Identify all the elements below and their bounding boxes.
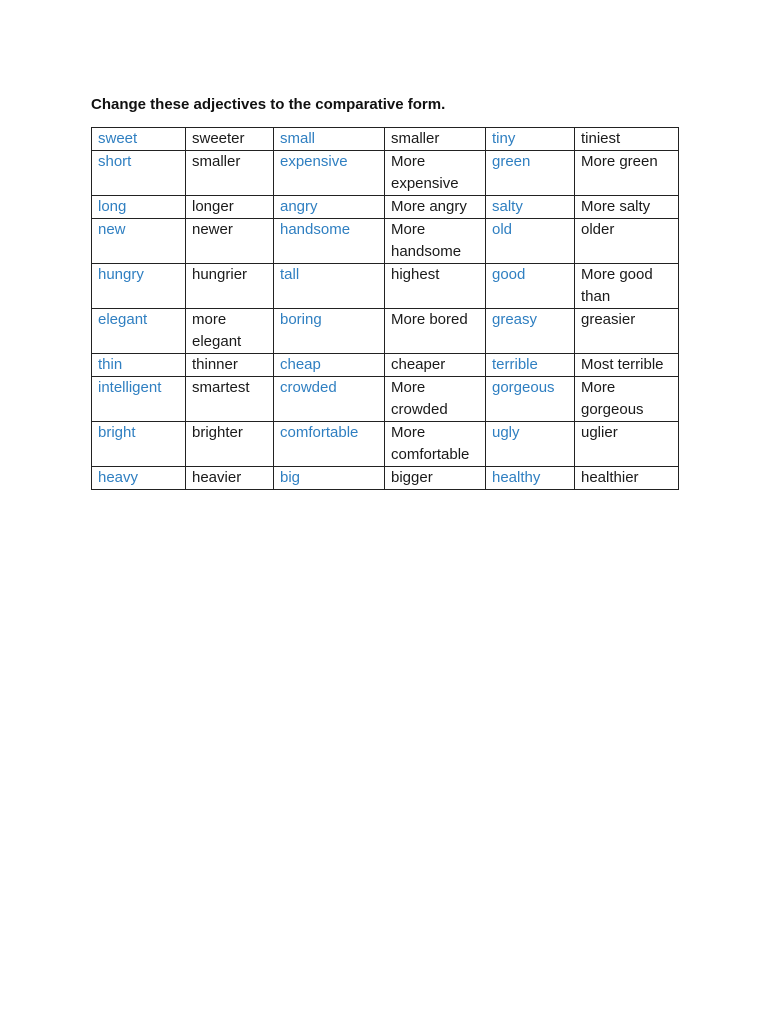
comparative-answer-cell: newer (186, 219, 274, 264)
adjective-cell: big (274, 467, 385, 490)
adjective-table (91, 127, 679, 490)
adjective-cell: angry (274, 196, 385, 219)
adjective-cell: elegant (92, 309, 186, 354)
comparative-answer-cell: healthier (575, 467, 679, 490)
adjective-cell: cheap (274, 354, 385, 377)
page-title: Change these adjectives to the comparative form. (91, 96, 446, 113)
comparative-answer-cell: hungrier (186, 264, 274, 309)
comparative-answer-cell: older (575, 219, 679, 264)
adjective-cell: handsome (274, 219, 385, 264)
adjective-cell: short (92, 151, 186, 196)
comparative-answer-cell: More green (575, 151, 679, 196)
comparative-answer-cell: brighter (186, 422, 274, 467)
adjective-cell: thin (92, 354, 186, 377)
comparative-answer-cell: More expensive (385, 151, 486, 196)
adjective-cell: gorgeous (486, 377, 575, 422)
adjective-cell: new (92, 219, 186, 264)
adjective-cell: expensive (274, 151, 385, 196)
comparative-answer-cell: More crowded (385, 377, 486, 422)
adjective-cell: boring (274, 309, 385, 354)
table-row (92, 467, 679, 490)
adjective-cell: comfortable (274, 422, 385, 467)
comparative-answer-cell: More handsome (385, 219, 486, 264)
adjective-cell: sweet (92, 128, 186, 151)
comparative-answer-cell: more elegant (186, 309, 274, 354)
table-row (92, 264, 679, 309)
adjective-cell: long (92, 196, 186, 219)
comparative-answer-cell: uglier (575, 422, 679, 467)
table-row (92, 151, 679, 196)
adjective-cell: ugly (486, 422, 575, 467)
adjective-cell: salty (486, 196, 575, 219)
table-row (92, 196, 679, 219)
comparative-answer-cell: More comfortable (385, 422, 486, 467)
comparative-answer-cell: More good than (575, 264, 679, 309)
comparative-answer-cell: greasier (575, 309, 679, 354)
adjective-cell: green (486, 151, 575, 196)
comparative-answer-cell: cheaper (385, 354, 486, 377)
adjective-cell: bright (92, 422, 186, 467)
adjective-cell: intelligent (92, 377, 186, 422)
adjective-table-body (92, 128, 679, 490)
adjective-cell: tiny (486, 128, 575, 151)
table-row (92, 309, 679, 354)
table-row (92, 354, 679, 377)
comparative-answer-cell: longer (186, 196, 274, 219)
comparative-answer-cell: heavier (186, 467, 274, 490)
table-row (92, 377, 679, 422)
comparative-answer-cell: sweeter (186, 128, 274, 151)
adjective-cell: small (274, 128, 385, 151)
comparative-answer-cell: More salty (575, 196, 679, 219)
table-row (92, 128, 679, 151)
comparative-answer-cell: bigger (385, 467, 486, 490)
adjective-cell: healthy (486, 467, 575, 490)
adjective-cell: good (486, 264, 575, 309)
comparative-answer-cell: highest (385, 264, 486, 309)
adjective-cell: hungry (92, 264, 186, 309)
table-row (92, 422, 679, 467)
adjective-cell: old (486, 219, 575, 264)
adjective-cell: tall (274, 264, 385, 309)
adjective-cell: greasy (486, 309, 575, 354)
comparative-answer-cell: smaller (186, 151, 274, 196)
comparative-answer-cell: More bored (385, 309, 486, 354)
comparative-answer-cell: Most terrible (575, 354, 679, 377)
comparative-answer-cell: tiniest (575, 128, 679, 151)
table-row (92, 219, 679, 264)
adjective-cell: terrible (486, 354, 575, 377)
adjective-cell: heavy (92, 467, 186, 490)
comparative-answer-cell: More angry (385, 196, 486, 219)
comparative-answer-cell: smartest (186, 377, 274, 422)
adjective-cell: crowded (274, 377, 385, 422)
comparative-answer-cell: thinner (186, 354, 274, 377)
comparative-answer-cell: More gorgeous (575, 377, 679, 422)
comparative-answer-cell: smaller (385, 128, 486, 151)
